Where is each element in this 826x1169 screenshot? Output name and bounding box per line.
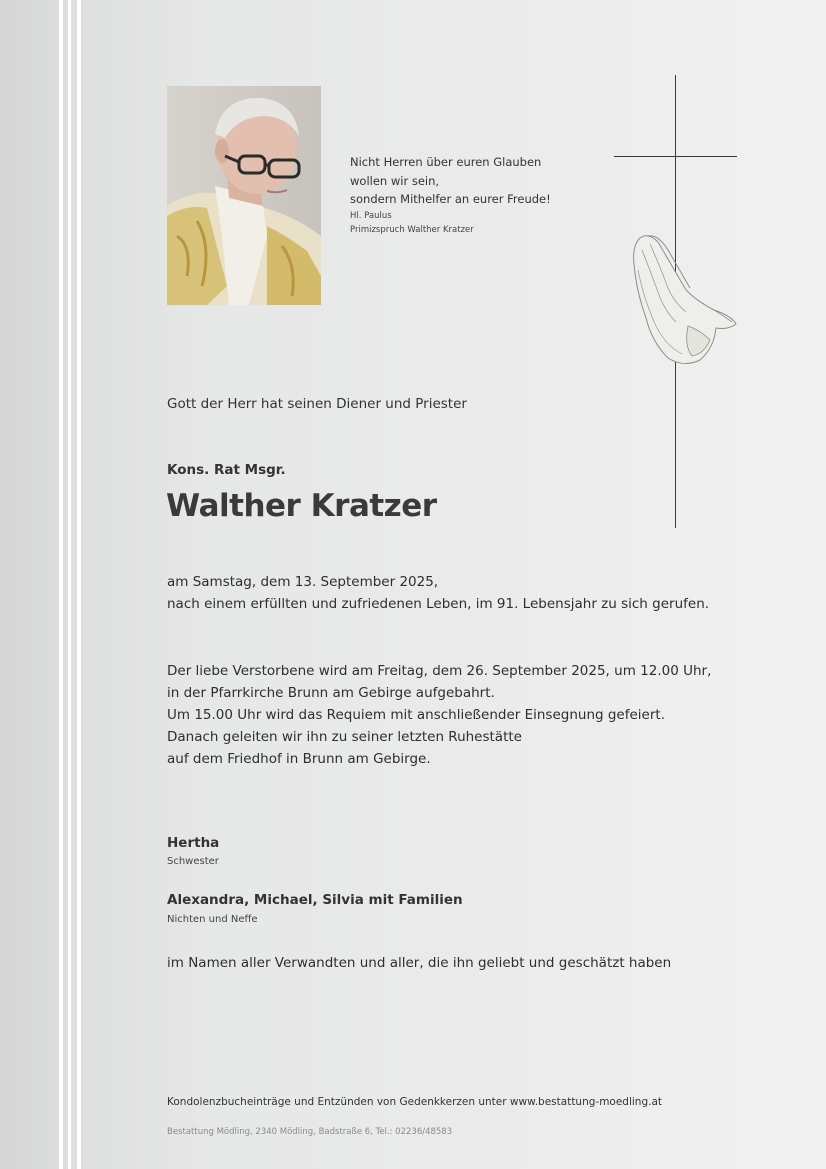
death-line-2: nach einem erfüllten und zufriedenen Leben, im 91. Lebensjahr zu sich gerufen. (167, 596, 710, 612)
quote-attribution: Hl. Paulus (350, 210, 392, 221)
relative-role: Schwester (167, 856, 219, 867)
honorific-title: Kons. Rat Msgr. (167, 462, 286, 478)
death-notice (167, 571, 709, 615)
portrait-photo (167, 86, 321, 305)
funeral-details (167, 660, 711, 770)
death-line-1: am Samstag, dem 13. September 2025, (167, 574, 439, 590)
funeral-line-2: in der Pfarrkirche Brunn am Gebirge aufgebahrt. (167, 685, 495, 701)
funeral-home-info: Bestattung Mödling, 2340 Mödling, Badstraße 6, Tel.: 02236/48583 (167, 1127, 453, 1137)
quote-line-3: sondern Mithelfer an eurer Freude! (350, 192, 551, 206)
relative-name: Alexandra, Michael, Silvia mit Familien (167, 892, 463, 908)
funeral-line-1: Der liebe Verstorbene wird am Freitag, dem 26. September 2025, um 12.00 Uhr, (167, 663, 712, 679)
funeral-line-5: auf dem Friedhof in Brunn am Gebirge. (167, 751, 431, 767)
condolence-note: Kondolenzbucheinträge und Entzünden von Gedenkkerzen unter www.bestattung-moedling.at (167, 1096, 663, 1108)
quote-source: Primizspruch Walther Kratzer (350, 224, 474, 235)
intro-text: Gott der Herr hat seinen Diener und Priester (167, 396, 467, 412)
quote-line-1: Nicht Herren über euren Glauben (350, 155, 542, 169)
quote-line-2: wollen wir sein, (350, 173, 440, 188)
relative-role: Nichten und Neffe (167, 914, 258, 925)
relative-name: Hertha (167, 835, 220, 851)
scripture-quote (350, 153, 590, 237)
closing-text: im Namen aller Verwandten und aller, die ihn geliebt und geschätzt haben (167, 955, 672, 971)
deceased-name: Walther Kratzer (166, 488, 437, 524)
cross-horizontal-bar (614, 156, 737, 157)
praying-hands-icon (628, 230, 740, 370)
funeral-line-4: Danach geleiten wir ihn zu seiner letzten Ruhestätte (167, 729, 522, 745)
funeral-line-3: Um 15.00 Uhr wird das Requiem mit anschließender Einsegnung gefeiert. (167, 707, 665, 723)
